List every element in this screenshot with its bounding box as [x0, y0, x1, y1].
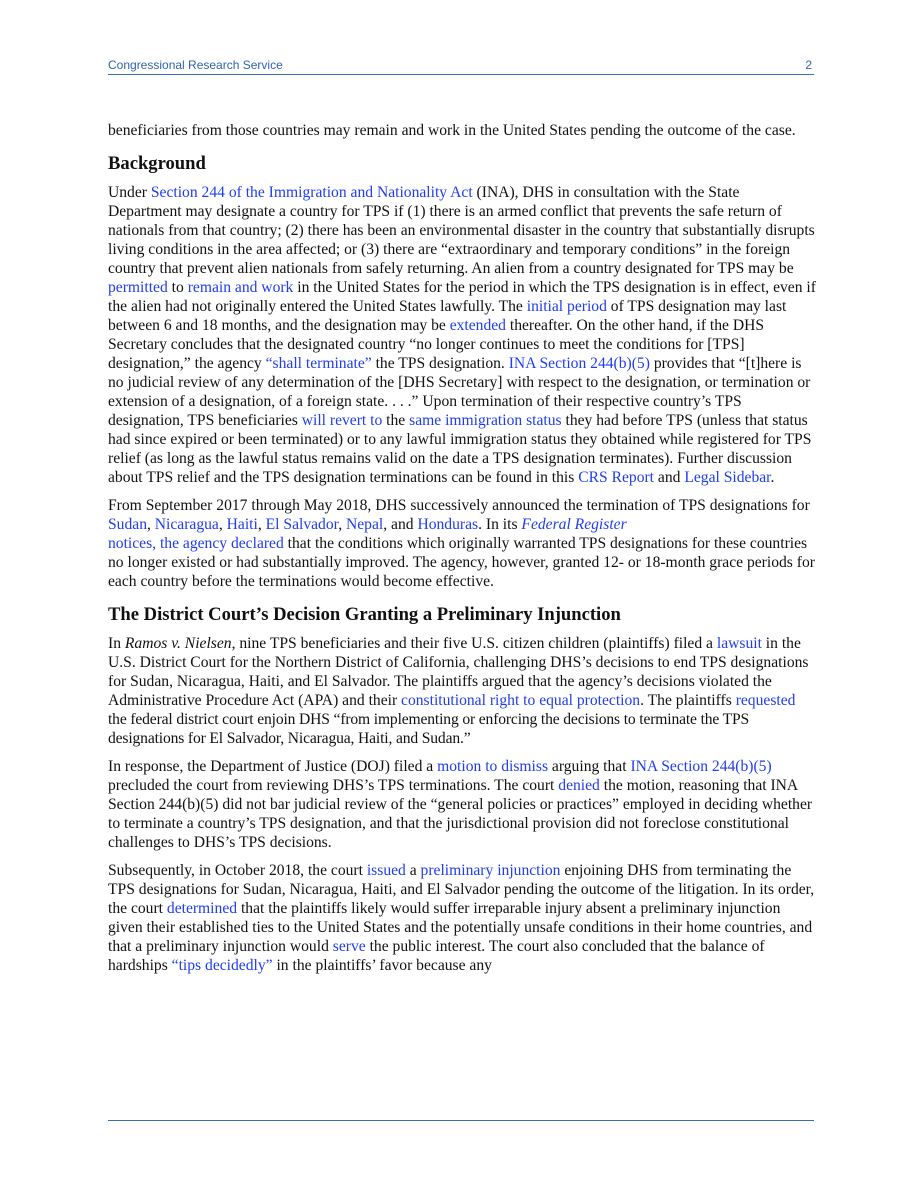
link-ina-section-244b5[interactable]: INA Section 244(b)(5)	[508, 355, 650, 372]
text: provides that “[t]here is no judicial review of any determination of the [DHS Secretary] with respect to the designation, or termination or extension of a designation, of a foreign state. . . .” Upon termination of their respective country’s TPS designation, TPS beneficiaries	[108, 355, 811, 429]
link-el-salvador[interactable]: El Salvador	[265, 516, 339, 533]
page-header	[108, 58, 814, 75]
text: Under	[108, 184, 151, 201]
text: ,	[338, 516, 346, 533]
heading-background: Background	[108, 153, 206, 174]
link-motion-to-dismiss[interactable]: motion to dismiss	[437, 758, 549, 775]
text: . The plaintiffs	[640, 692, 736, 709]
paragraph-continued	[108, 121, 816, 140]
text: the TPS designation.	[371, 355, 509, 372]
text: , and	[383, 516, 418, 533]
text: From September 2017 through May 2018, DHS successively announced the termination of TPS designations for	[108, 497, 810, 514]
link-shall-terminate[interactable]: “shall terminate”	[265, 355, 372, 372]
text: to	[167, 279, 188, 296]
link-lawsuit[interactable]: lawsuit	[716, 635, 762, 652]
document-body	[108, 121, 816, 984]
text: arguing that	[548, 758, 631, 775]
link-same-immigration-status[interactable]: same immigration status	[409, 412, 562, 429]
footer-divider	[108, 1120, 814, 1121]
link-nepal[interactable]: Nepal	[346, 516, 384, 533]
paragraph-ramos	[108, 634, 816, 748]
link-will-revert-to[interactable]: will revert to	[301, 412, 383, 429]
text: In	[108, 635, 125, 652]
link-equal-protection[interactable]: constitutional right to equal protection	[401, 692, 641, 709]
link-crs-report[interactable]: CRS Report	[578, 469, 655, 486]
link-issued[interactable]: issued	[366, 862, 406, 879]
text: the federal district court enjoin DHS “from implementing or enforcing the decisions to terminate the TPS designations for El Salvador, Nicaragua, Haiti, and Sudan.”	[108, 711, 750, 747]
text: Subsequently, in October 2018, the court	[108, 862, 367, 879]
text: in the United States for the period in which the TPS designation is in effect, even if the alien had not originally entered the United States lawfully. The	[108, 279, 816, 315]
paragraph-doj-response	[108, 757, 816, 852]
link-serve[interactable]: serve	[332, 938, 366, 955]
text: ,	[257, 516, 266, 533]
link-tips-decidedly[interactable]: “tips decidedly”	[171, 957, 273, 974]
link-haiti[interactable]: Haiti	[226, 516, 258, 533]
text: .	[770, 469, 775, 486]
text: of TPS designation may last between 6 and 18 months, and the designation may be	[108, 298, 787, 334]
text: the motion, reasoning that INA Section 244(b)(5) did not bar judicial review of the “general policies or practices” employed in deciding whether to terminate a country’s TPS designation, and that the jurisdictional provision did not foreclose constitutional challenges to DHS’s TPS decisions.	[108, 777, 813, 851]
link-ina-section-244b5-2[interactable]: INA Section 244(b)(5)	[630, 758, 772, 775]
link-permitted[interactable]: permitted	[108, 279, 168, 296]
paragraph-terminations	[108, 496, 816, 591]
link-notices-agency-declared[interactable]: notices, the agency declared	[108, 535, 284, 552]
paragraph-injunction	[108, 861, 816, 975]
link-initial-period[interactable]: initial period	[526, 298, 607, 315]
text: they had before TPS (unless that status had since expired or been terminated) or to any lawful immigration status they obtained while registered for TPS relief (as long as the lawful status remains valid on the date a TPS designation terminates). Further discussion about TPS relief and the TPS designation terminations can be found in this	[108, 412, 812, 486]
link-preliminary-injunction[interactable]: preliminary injunction	[420, 862, 561, 879]
text: the	[382, 412, 410, 429]
text: that the conditions which originally warranted TPS designations for these countries no longer existed or had substantially improved. The agency, however, granted 12- or 18-month grace periods for each country before the terminations would become effective.	[108, 535, 815, 590]
link-ina-section-244[interactable]: Section 244 of the Immigration and Nationality Act	[150, 184, 473, 201]
text: in the plaintiffs’ favor because any	[272, 957, 492, 974]
text: ,	[218, 516, 227, 533]
link-extended[interactable]: extended	[449, 317, 506, 334]
link-sudan[interactable]: Sudan	[108, 516, 147, 533]
text: in the U.S. District Court for the Northern District of California, challenging DHS’s decisions to end TPS designations for Sudan, Nicaragua, Haiti, and El Salvador. The plaintiffs argued that the agency’s decisions violated the Administrative Procedure Act (APA) and their	[108, 635, 809, 709]
text: ,	[146, 516, 155, 533]
case-name: Ramos v. Nielsen	[124, 635, 232, 652]
header-org-name: Congressional Research Service	[108, 58, 283, 72]
link-requested[interactable]: requested	[735, 692, 796, 709]
text: beneficiaries from those countries may remain and work in the United States pending the outcome of the case.	[108, 122, 796, 139]
link-legal-sidebar[interactable]: Legal Sidebar	[684, 469, 771, 486]
text: the public interest. The court also concluded that the balance of hardships	[108, 938, 765, 974]
page-number: 2	[805, 58, 812, 72]
text: precluded the court from reviewing DHS’s TPS terminations. The court	[108, 777, 559, 794]
link-honduras[interactable]: Honduras	[417, 516, 479, 533]
text: a	[405, 862, 421, 879]
link-remain-and-work[interactable]: remain and work	[187, 279, 294, 296]
link-denied[interactable]: denied	[558, 777, 600, 794]
link-federal-register[interactable]: Federal Register	[521, 516, 627, 533]
text: , nine TPS beneficiaries and their five U.S. citizen children (plaintiffs) filed a	[231, 635, 717, 652]
link-nicaragua[interactable]: Nicaragua	[154, 516, 219, 533]
text: thereafter. On the other hand, if the DHS Secretary concludes that the designated country “no longer continues to meet the conditions for [TPS] designation,” the agency	[108, 317, 765, 372]
heading-district-court: The District Court’s Decision Granting a Preliminary Injunction	[108, 604, 621, 625]
link-determined[interactable]: determined	[166, 900, 238, 917]
text: . In its	[478, 516, 522, 533]
text: (INA), DHS in consultation with the State Department may designate a country for TPS if (1) there is an armed conflict that prevents the safe return of nationals from that country; (2) there has been an environmental disaster in the country that substantially disrupts living conditions in the area affected; or (3) there are “extraordinary and temporary conditions” in the foreign country that prevent alien nationals from safely returning. An alien from a country designated for TPS may be	[108, 184, 815, 277]
paragraph-background	[108, 183, 816, 487]
text: enjoining DHS from terminating the TPS designations for Sudan, Nicaragua, Haiti, and El Salvador pending the outcome of the litigation. In its order, the court	[108, 862, 815, 917]
text: and	[654, 469, 685, 486]
text: that the plaintiffs likely would suffer irreparable injury absent a preliminary injunction given their established ties to the United States and the potentially unsafe conditions in their home countries, and that a preliminary injunction would	[108, 900, 813, 955]
text: In response, the Department of Justice (DOJ) filed a	[108, 758, 438, 775]
